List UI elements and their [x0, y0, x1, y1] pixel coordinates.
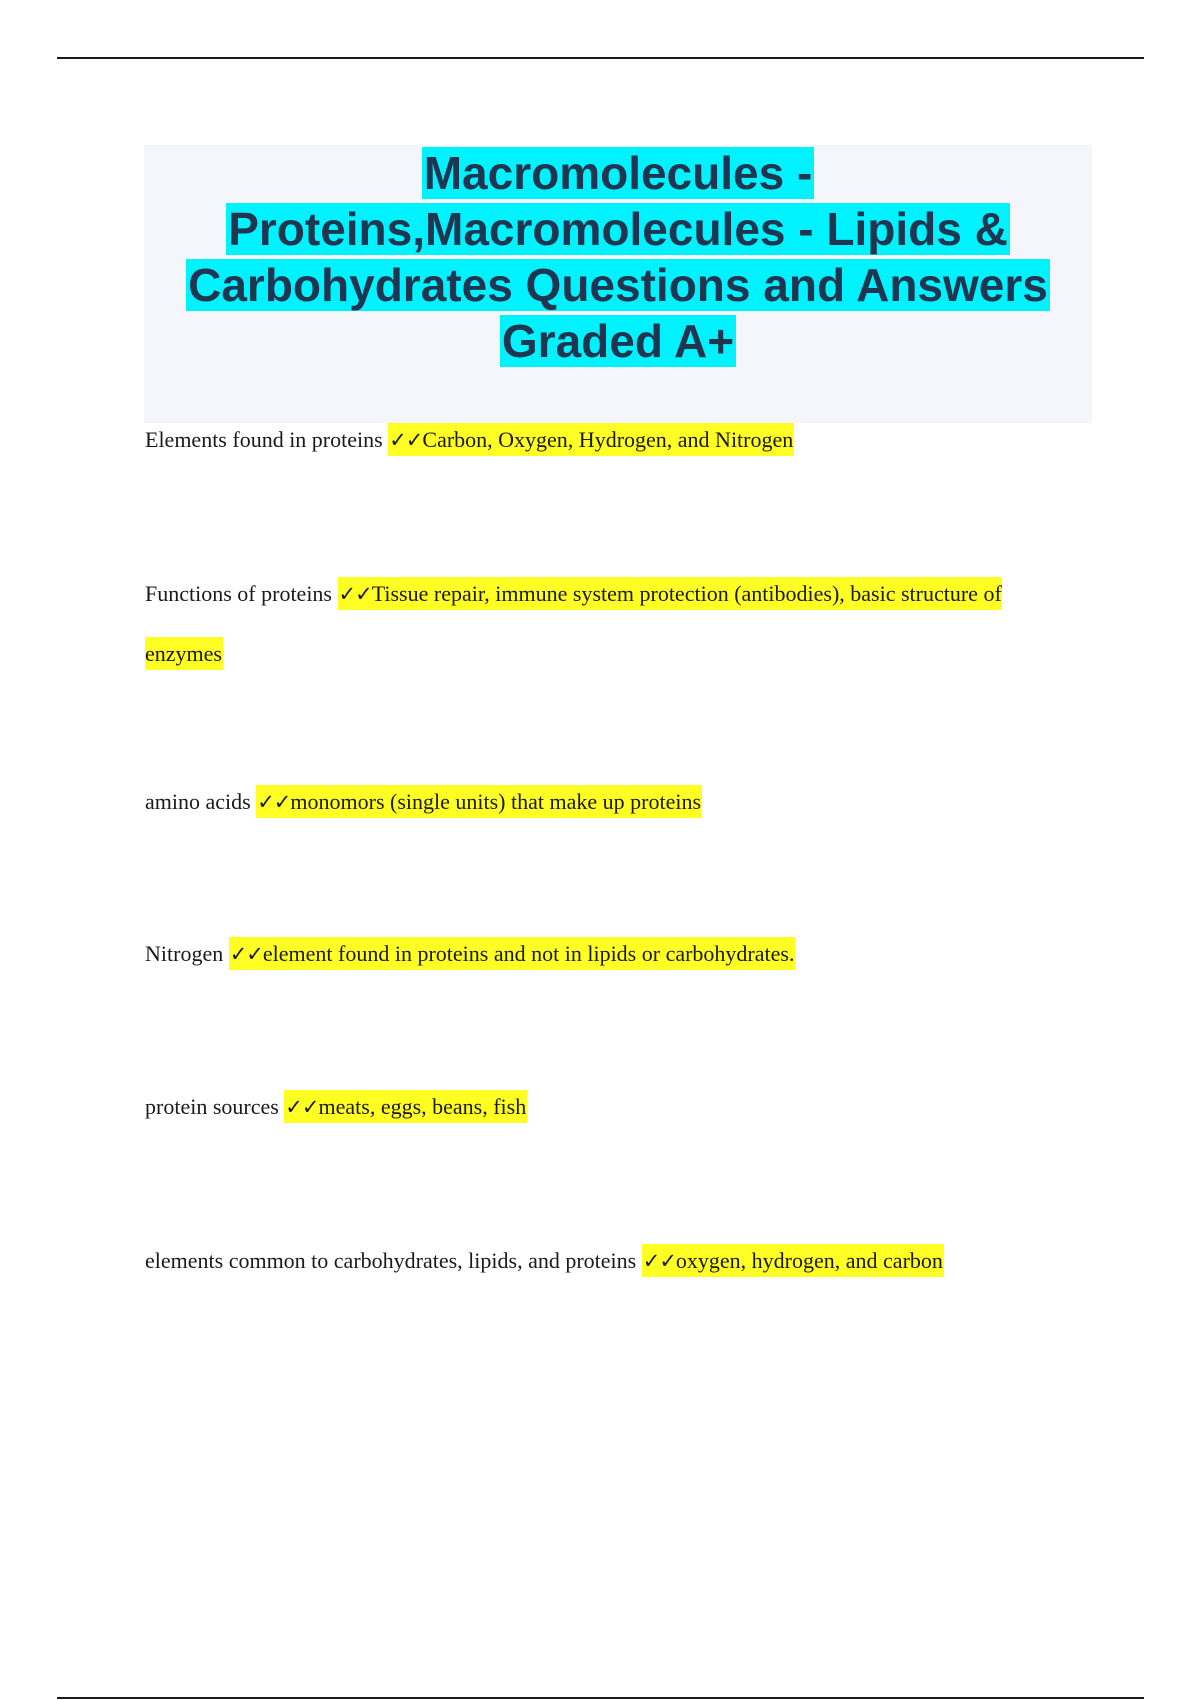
- answer-text: Carbon, Oxygen, Hydrogen, and Nitrogen: [422, 427, 794, 452]
- qa-item-elements-in-proteins: [145, 410, 1080, 470]
- document-title: [144, 145, 1092, 369]
- answer-text: meats, eggs, beans, fish: [318, 1094, 527, 1119]
- double-check-icon: ✓✓: [285, 1095, 319, 1119]
- title-line-3: Carbohydrates Questions and Answers: [188, 259, 1048, 311]
- double-check-icon: ✓✓: [642, 1249, 676, 1273]
- answer-highlight: [284, 1090, 527, 1123]
- answer-text: monomors (single units) that make up proteins: [290, 789, 702, 814]
- question-text: Nitrogen: [145, 941, 224, 966]
- answer-highlight: [642, 1244, 944, 1277]
- top-rule: [57, 57, 1144, 59]
- title-line-2: Proteins,Macromolecules - Lipids &: [228, 203, 1008, 255]
- answer-text: Tissue repair, immune system protection (antibodies), basic structure of enzymes: [145, 581, 1002, 666]
- double-check-icon: ✓✓: [257, 790, 291, 814]
- double-check-icon: ✓✓: [389, 428, 423, 452]
- answer-highlight: [256, 785, 702, 818]
- answer-highlight: [229, 937, 796, 970]
- qa-item-amino-acids: [145, 772, 1080, 832]
- answer-highlight: [388, 423, 794, 456]
- question-text: Functions of proteins: [145, 581, 332, 606]
- double-check-icon: ✓✓: [229, 942, 263, 966]
- title-line-4: Graded A+: [501, 315, 735, 367]
- double-check-icon: ✓✓: [338, 582, 372, 606]
- question-text: amino acids: [145, 789, 251, 814]
- qa-item-common-elements: [145, 1231, 1080, 1291]
- qa-item-functions-of-proteins: [145, 564, 1080, 684]
- question-text: protein sources: [145, 1094, 279, 1119]
- qa-item-nitrogen: [145, 924, 1080, 984]
- question-text: Elements found in proteins: [145, 427, 383, 452]
- question-text: elements common to carbohydrates, lipids, and proteins: [145, 1248, 637, 1273]
- title-box: [144, 145, 1092, 423]
- qa-item-protein-sources: [145, 1077, 1080, 1137]
- bottom-rule: [57, 1697, 1144, 1699]
- title-line-1: Macromolecules -: [423, 147, 813, 199]
- answer-text: oxygen, hydrogen, and carbon: [675, 1248, 943, 1273]
- answer-text: element found in proteins and not in lipids or carbohydrates.: [262, 941, 795, 966]
